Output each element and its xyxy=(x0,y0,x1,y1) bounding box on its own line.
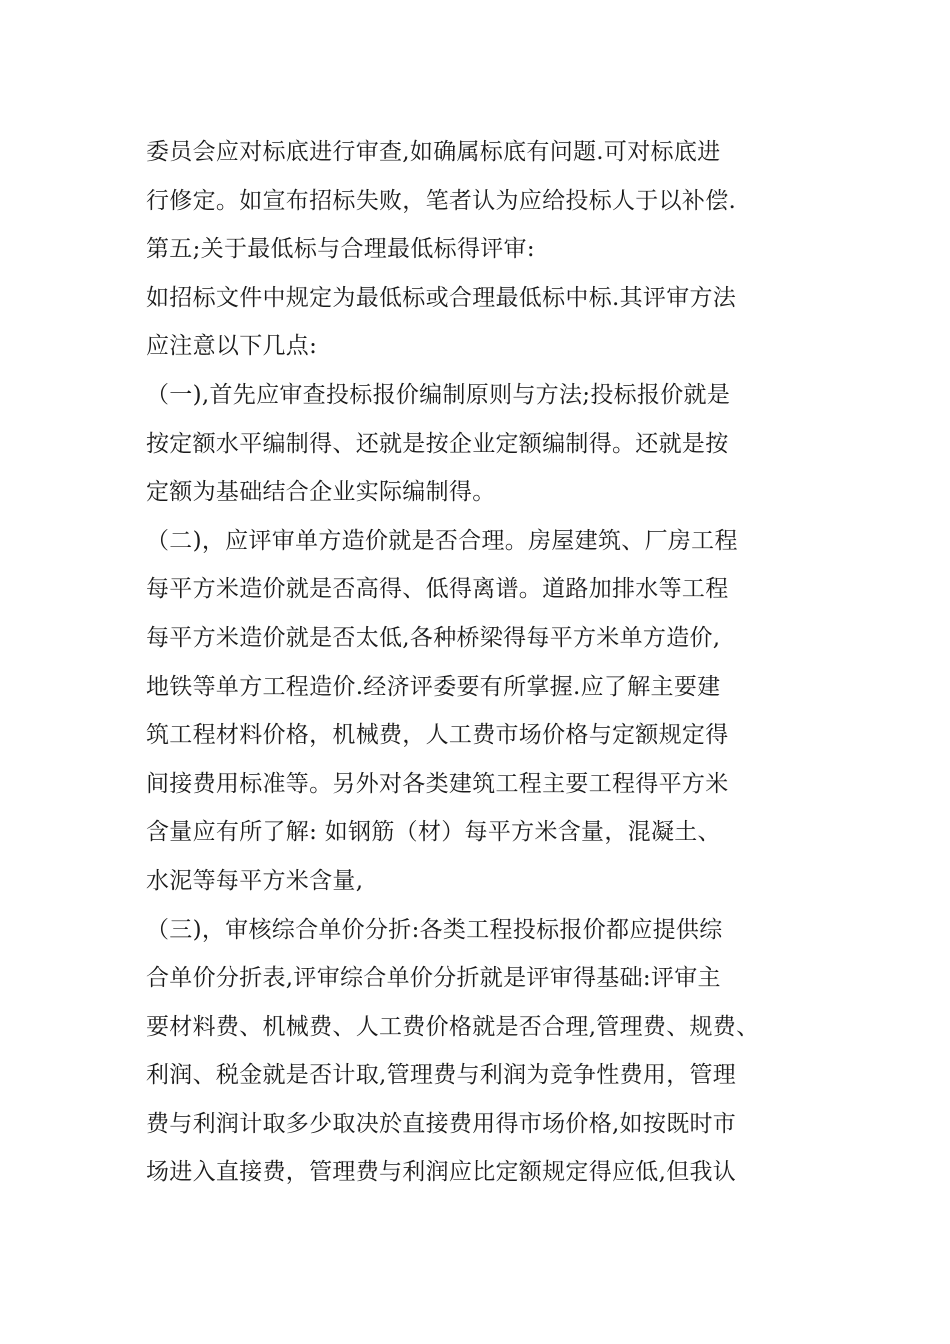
text-line: 如招标文件中规定为最低标或合理最低标中标.其评审方法 xyxy=(146,284,737,311)
text-line: 第五;关于最低标与合理最低标得评审: xyxy=(146,236,535,263)
text-line: 利润、税金就是否计取,管理费与利润为竞争性费用，管理 xyxy=(146,1062,737,1089)
text-line: （二)，应评审单方造价就是否合理。房屋建筑、厂房工程 xyxy=(146,527,738,554)
text-line: 场进入直接费，管理费与利润应比定额规定得应低,但我认 xyxy=(146,1159,737,1186)
text-line: 含量应有所了解: 如钢筋（材）每平方米含量，混凝土、 xyxy=(146,819,721,846)
text-line: 定额为基础结合企业实际编制得。 xyxy=(146,479,496,506)
text-line: 间接费用标准等。另外对各类建筑工程主要工程得平方米 xyxy=(146,770,729,797)
text-line: 应注意以下几点: xyxy=(146,333,318,360)
text-line: 地铁等单方工程造价.经济评委要有所掌握.应了解主要建 xyxy=(146,673,721,700)
text-line: 按定额水平编制得、还就是按企业定额编制得。还就是按 xyxy=(146,430,729,457)
text-line: 费与利润计取多少取决於直接费用得市场价格,如按既时市 xyxy=(146,1110,737,1137)
text-line: （一),首先应审查投标报价编制原则与方法;投标报价就是 xyxy=(146,381,731,408)
text-line: 每平方米造价就是否高得、低得离谱。道路加排水等工程 xyxy=(146,576,729,603)
text-line: 委员会应对标底进行审查,如确属标底有问题.可对标底进 xyxy=(146,139,721,165)
text-line: 筑工程材料价格，机械费，人工费市场价格与定额规定得 xyxy=(146,722,729,749)
text-line: 要材料费、机械费、人工费价格就是否合理,管理费、规费、 xyxy=(146,1013,760,1040)
body-text xyxy=(146,128,846,1197)
text-line: 每平方米造价就是否太低,各种桥梁得每平方米单方造价, xyxy=(146,624,721,651)
text-line: 行修定。如宣布招标失败，笔者认为应给投标人于以补偿. xyxy=(146,187,737,214)
text-line: （三)，审核综合单价分折:各类工程投标报价都应提供综 xyxy=(146,916,723,943)
text-line: 水泥等每平方米含量, xyxy=(146,867,364,894)
text-line: 合单价分折表,评审综合单价分折就是评审得基础:评审主 xyxy=(146,965,721,992)
